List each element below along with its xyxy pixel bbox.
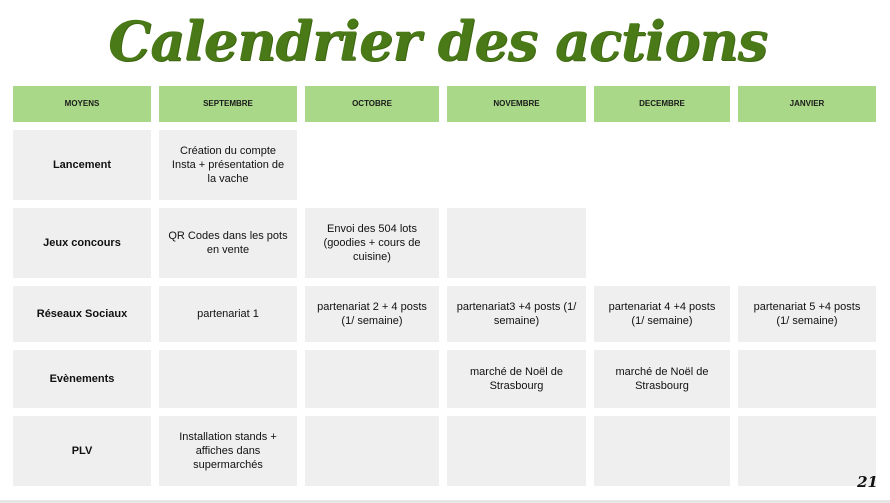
cell-jeux-january <box>738 208 876 278</box>
cell-reseaux-december: partenariat 4 +4 posts (1/ semaine) <box>594 286 730 342</box>
action-calendar-table <box>13 86 876 486</box>
cell-jeux-november <box>447 208 586 278</box>
cell-reseaux-november: partenariat3 +4 posts (1/ semaine) <box>447 286 586 342</box>
cell-jeux-december <box>594 208 730 278</box>
header-month-september: SEPTEMBRE <box>159 86 297 122</box>
header-moyens: MOYENS <box>13 86 151 122</box>
cell-evenements-october <box>305 350 439 408</box>
cell-lancement-september: Création du compte Insta + présentation de la vache <box>159 130 297 200</box>
cell-plv-september: Installation stands + affiches dans supermarchés <box>159 416 297 486</box>
cell-jeux-september: QR Codes dans les pots en vente <box>159 208 297 278</box>
cell-reseaux-january: partenariat 5 +4 posts (1/ semaine) <box>738 286 876 342</box>
row-label-jeux-concours: Jeux concours <box>13 208 151 278</box>
cell-evenements-january <box>738 350 876 408</box>
row-label-evenements: Evènements <box>13 350 151 408</box>
header-month-november: NOVEMBRE <box>447 86 586 122</box>
cell-evenements-december: marché de Noël de Strasbourg <box>594 350 730 408</box>
cell-lancement-december <box>594 130 730 200</box>
cell-reseaux-october: partenariat 2 + 4 posts (1/ semaine) <box>305 286 439 342</box>
header-month-december: DECEMBRE <box>594 86 730 122</box>
header-month-october: OCTOBRE <box>305 86 439 122</box>
page-title: Calendrier des actions <box>108 9 767 73</box>
cell-lancement-october <box>305 130 439 200</box>
cell-plv-november <box>447 416 586 486</box>
cell-plv-january <box>738 416 876 486</box>
cell-lancement-november <box>447 130 586 200</box>
cell-evenements-november: marché de Noël de Strasbourg <box>447 350 586 408</box>
row-label-reseaux-sociaux: Réseaux Sociaux <box>13 286 151 342</box>
cell-plv-december <box>594 416 730 486</box>
cell-jeux-october: Envoi des 504 lots (goodies + cours de cuisine) <box>305 208 439 278</box>
cell-lancement-january <box>738 130 876 200</box>
header-month-january: JANVIER <box>738 86 876 122</box>
cell-evenements-september <box>159 350 297 408</box>
cell-reseaux-september: partenariat 1 <box>159 286 297 342</box>
cell-plv-october <box>305 416 439 486</box>
page-number: 21 <box>857 473 878 491</box>
row-label-plv: PLV <box>13 416 151 486</box>
row-label-lancement: Lancement <box>13 130 151 200</box>
